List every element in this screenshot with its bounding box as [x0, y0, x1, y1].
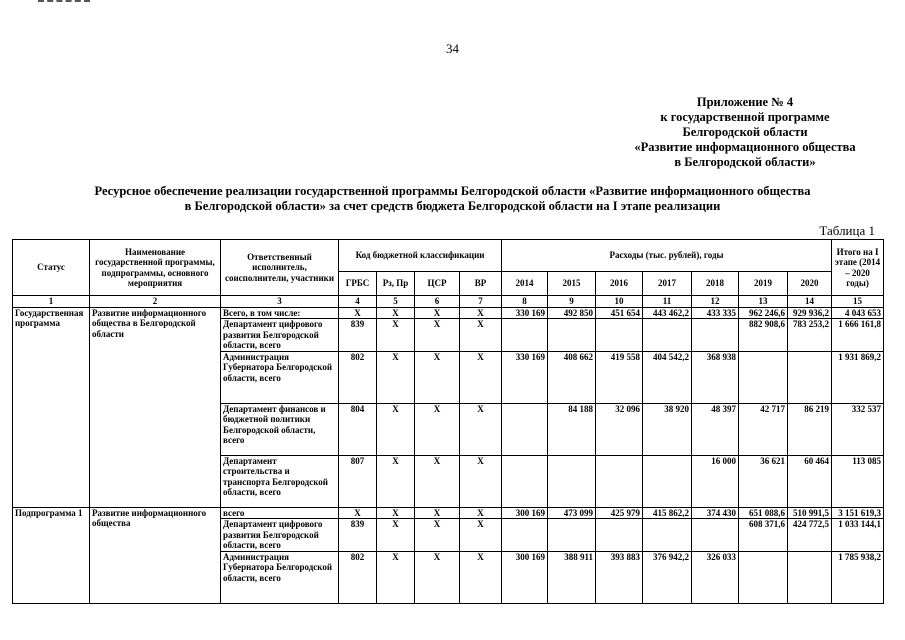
year-value-cell: 962 246,6 [739, 307, 788, 319]
column-number: 9 [548, 296, 596, 308]
csr-cell: X [415, 519, 460, 552]
total-cell: 1 033 144,1 [832, 519, 884, 552]
year-value-cell: 419 558 [596, 351, 643, 403]
appendix-line: «Развитие информационного общества [634, 140, 856, 154]
year-value-cell: 415 862,2 [643, 507, 692, 519]
year-value-cell: 86 219 [788, 403, 832, 455]
grbs-cell: X [339, 307, 377, 319]
csr-cell: X [415, 319, 460, 352]
year-value-cell: 16 000 [692, 455, 739, 507]
csr-cell: X [415, 507, 460, 519]
resource-table [12, 239, 884, 604]
column-number: 11 [643, 296, 692, 308]
program-name-cell: Развитие информационного общества в Белгородской области [90, 307, 221, 507]
vr-cell: X [460, 307, 502, 319]
header-rzpr: Рз, Пр [377, 272, 415, 296]
total-cell: 332 537 [832, 403, 884, 455]
total-cell: 1 931 869,2 [832, 351, 884, 403]
responsible-cell: Администрация Губернатора Белгородской области, всего [221, 351, 339, 403]
year-value-cell [596, 319, 643, 352]
header-csr: ЦСР [415, 272, 460, 296]
rzpr-cell: X [377, 507, 415, 519]
year-value-cell: 368 938 [692, 351, 739, 403]
total-cell: 1 785 938,2 [832, 551, 884, 603]
year-value-cell [502, 403, 548, 455]
year-value-cell: 84 188 [548, 403, 596, 455]
responsible-cell: Департамент цифрового развития Белгородской области, всего [221, 319, 339, 352]
status-cell: Подпрограмма 1 [13, 507, 90, 603]
rzpr-cell: X [377, 319, 415, 352]
vr-cell: X [460, 507, 502, 519]
grbs-cell: 804 [339, 403, 377, 455]
year-value-cell: 425 979 [596, 507, 643, 519]
year-value-cell [643, 519, 692, 552]
column-number: 3 [221, 296, 339, 308]
header-name: Наименование государственной программы, подпрограммы, основного мероприятия [90, 240, 221, 296]
table-row [13, 507, 884, 519]
total-cell: 4 043 653 [832, 307, 884, 319]
grbs-cell: 802 [339, 351, 377, 403]
year-value-cell [788, 551, 832, 603]
header-status: Статус [13, 240, 90, 296]
year-value-cell: 60 464 [788, 455, 832, 507]
title-line: Ресурсное обеспечение реализации государственной программы Белгородской области «Развитие информационного общества [94, 184, 811, 198]
column-number: 2 [90, 296, 221, 308]
year-value-cell: 608 371,6 [739, 519, 788, 552]
year-value-cell: 433 335 [692, 307, 739, 319]
csr-cell: X [415, 351, 460, 403]
responsible-cell: Департамент цифрового развития Белгородской области, всего [221, 519, 339, 552]
vr-cell: X [460, 455, 502, 507]
column-number: 12 [692, 296, 739, 308]
year-value-cell [596, 455, 643, 507]
year-value-cell: 408 662 [548, 351, 596, 403]
header-year: 2019 [739, 272, 788, 296]
year-value-cell [502, 519, 548, 552]
table-label: Таблица 1 [819, 223, 875, 238]
year-value-cell: 300 169 [502, 507, 548, 519]
rzpr-cell: X [377, 455, 415, 507]
year-value-cell [643, 319, 692, 352]
csr-cell: X [415, 455, 460, 507]
header-total: Итого на I этапе (2014 – 2020 годы) [832, 240, 884, 296]
responsible-cell: Департамент финансов и бюджетной политики Белгородской области, всего [221, 403, 339, 455]
column-number: 15 [832, 296, 884, 308]
header-year: 2016 [596, 272, 643, 296]
column-number: 6 [415, 296, 460, 308]
year-value-cell: 388 911 [548, 551, 596, 603]
csr-cell: X [415, 307, 460, 319]
rzpr-cell: X [377, 403, 415, 455]
grbs-cell: 839 [339, 519, 377, 552]
year-value-cell: 300 169 [502, 551, 548, 603]
grbs-cell: X [339, 507, 377, 519]
grbs-cell: 839 [339, 319, 377, 352]
csr-cell: X [415, 551, 460, 603]
column-number-row [13, 296, 884, 308]
year-value-cell: 651 088,6 [739, 507, 788, 519]
rzpr-cell: X [377, 519, 415, 552]
appendix-line: Белгородской области [682, 125, 808, 139]
total-cell: 1 666 161,8 [832, 319, 884, 352]
responsible-cell: всего [221, 507, 339, 519]
year-value-cell [643, 455, 692, 507]
year-value-cell: 36 621 [739, 455, 788, 507]
appendix-line: к государственной программе [660, 110, 830, 124]
year-value-cell [548, 519, 596, 552]
header-year: 2015 [548, 272, 596, 296]
responsible-cell: Администрация Губернатора Белгородской области, всего [221, 551, 339, 603]
year-value-cell [596, 519, 643, 552]
rzpr-cell: X [377, 551, 415, 603]
year-value-cell: 38 920 [643, 403, 692, 455]
header-year: 2018 [692, 272, 739, 296]
header-year: 2020 [788, 272, 832, 296]
year-value-cell: 374 430 [692, 507, 739, 519]
column-number: 4 [339, 296, 377, 308]
year-value-cell [502, 455, 548, 507]
column-number: 10 [596, 296, 643, 308]
status-cell: Государственная программа [13, 307, 90, 507]
year-value-cell [739, 551, 788, 603]
vr-cell: X [460, 403, 502, 455]
vr-cell: X [460, 519, 502, 552]
year-value-cell [692, 519, 739, 552]
year-value-cell [548, 319, 596, 352]
year-value-cell: 48 397 [692, 403, 739, 455]
page-number: 34 [446, 41, 459, 56]
year-value-cell: 929 936,2 [788, 307, 832, 319]
grbs-cell: 802 [339, 551, 377, 603]
year-value-cell: 330 169 [502, 351, 548, 403]
appendix-line: в Белгородской области» [674, 155, 816, 169]
year-value-cell: 32 096 [596, 403, 643, 455]
program-name-cell: Развитие информационного общества [90, 507, 221, 603]
appendix-line: Приложение № 4 [696, 95, 794, 109]
column-number: 8 [502, 296, 548, 308]
column-number: 1 [13, 296, 90, 308]
year-value-cell: 443 462,2 [643, 307, 692, 319]
year-value-cell: 424 772,5 [788, 519, 832, 552]
header-responsible: Ответственный исполнитель, соисполнители, участники [221, 240, 339, 296]
year-value-cell: 510 991,5 [788, 507, 832, 519]
responsible-cell: Всего, в том числе: [221, 307, 339, 319]
scan-margin-mark [38, 0, 90, 5]
year-value-cell [739, 351, 788, 403]
year-value-cell [548, 455, 596, 507]
rzpr-cell: X [377, 351, 415, 403]
header-vr: ВР [460, 272, 502, 296]
year-value-cell: 376 942,2 [643, 551, 692, 603]
year-value-cell: 783 253,2 [788, 319, 832, 352]
total-cell: 3 151 619,3 [832, 507, 884, 519]
grbs-cell: 807 [339, 455, 377, 507]
year-value-cell: 330 169 [502, 307, 548, 319]
year-value-cell: 492 850 [548, 307, 596, 319]
table-row [13, 307, 884, 319]
header-year: 2014 [502, 272, 548, 296]
rzpr-cell: X [377, 307, 415, 319]
header-grbs: ГРБС [339, 272, 377, 296]
year-value-cell [788, 351, 832, 403]
year-value-cell: 473 099 [548, 507, 596, 519]
responsible-cell: Департамент строительства и транспорта Белгородской области, всего [221, 455, 339, 507]
appendix-block [612, 95, 878, 170]
column-number: 7 [460, 296, 502, 308]
header-budget-code: Код бюджетной классификации [339, 240, 502, 272]
title-line: в Белгородской области» за счет средств бюджета Белгородской области на I этапе реализации [184, 199, 721, 213]
column-number: 14 [788, 296, 832, 308]
year-value-cell: 393 883 [596, 551, 643, 603]
header-year: 2017 [643, 272, 692, 296]
vr-cell: X [460, 351, 502, 403]
year-value-cell: 326 033 [692, 551, 739, 603]
column-number: 13 [739, 296, 788, 308]
year-value-cell: 882 908,6 [739, 319, 788, 352]
column-number: 5 [377, 296, 415, 308]
header-expenses: Расходы (тыс. рублей), годы [502, 240, 832, 272]
vr-cell: X [460, 551, 502, 603]
csr-cell: X [415, 403, 460, 455]
year-value-cell: 451 654 [596, 307, 643, 319]
document-title [30, 184, 875, 214]
total-cell: 113 085 [832, 455, 884, 507]
vr-cell: X [460, 319, 502, 352]
year-value-cell: 42 717 [739, 403, 788, 455]
year-value-cell: 404 542,2 [643, 351, 692, 403]
year-value-cell [692, 319, 739, 352]
year-value-cell [502, 319, 548, 352]
